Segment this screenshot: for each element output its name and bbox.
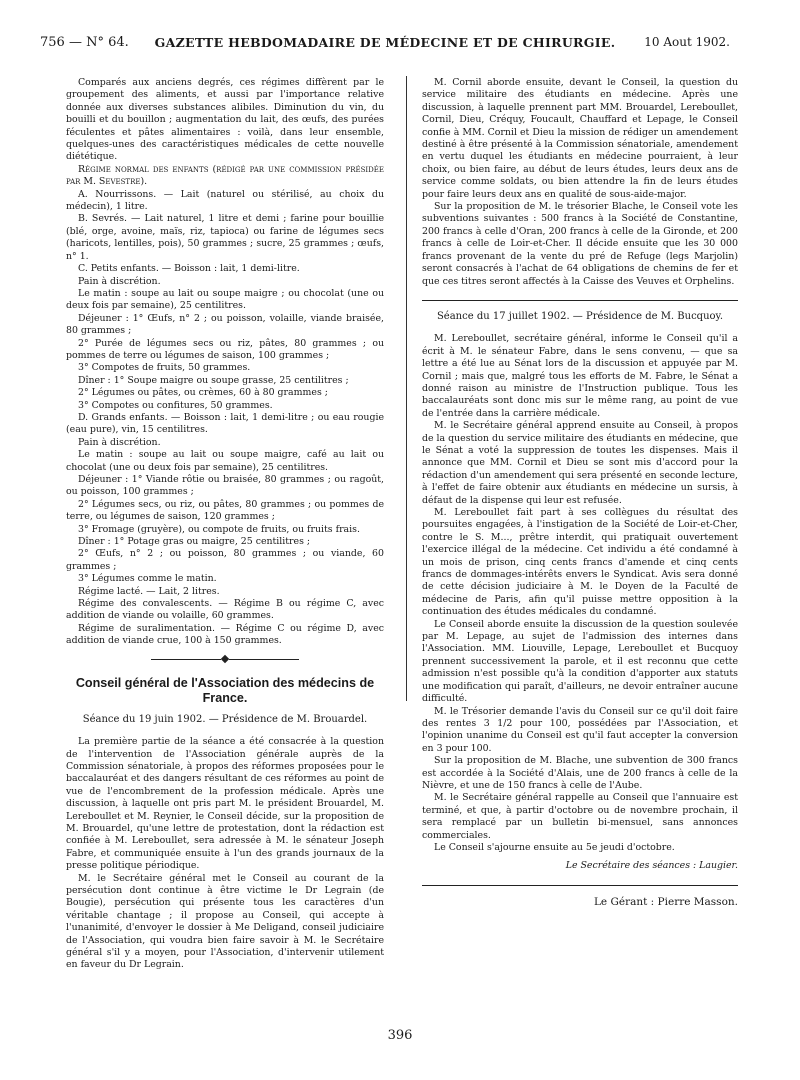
paragraph: M. Cornil aborde ensuite, devant le Conseil, la question du service militaire des étudiants en médecine. Après une discussion, à laquelle prennent part MM. Brouardel, Lereboullet, Cornil, Dieu, Créquy, Foucault, Chauffard et Lepage, le Conseil confie à MM. Cornil et Dieu la mission de rédiger un amendement destiné à être présenté à la Commission sénatoriale, amendement en vertu duquel les étudiants en médecine pourraient, à leur choix, ou bien faire, au début de leurs études, leurs deux ans de service comme soldats, ou bien attendre la fin de leurs études pour faire leurs deux ans en qualité de sous-aide-major. (422, 77, 738, 200)
paragraph: 2° Légumes secs, ou riz, ou pâtes, 80 grammes ; ou pommes de terre, ou légumes de saison, 120 grammes ; (66, 498, 384, 523)
session-heading: Séance du 19 juin 1902. — Présidence de M. Brouardel. (82, 713, 368, 725)
secretary-signature: Le Secrétaire des séances : Laugier. (565, 860, 738, 872)
session-heading: Séance du 17 juillet 1902. — Présidence de M. Bucquoy. (436, 310, 724, 322)
paragraph: Régime de suralimentation. — Régime C ou régime D, avec addition de viande crue, 100 à 150 grammes. (66, 622, 384, 647)
paragraph: M. le Trésorier demande l'avis du Conseil sur ce qu'il doit faire des rentes 3 1/2 pour 100, possédées par l'Association, et l'opinion unanime du Conseil est qu'il faut accepter la conversion en 3 pour 100. (422, 705, 738, 754)
paragraph: A. Nourrissons. — Lait (naturel ou stérilisé, au choix du médecin), 1 litre. (66, 188, 384, 213)
paragraph: Pain à discrétion. (78, 275, 161, 287)
paragraph: M. le Secrétaire général apprend ensuite au Conseil, à propos de la question du service militaire des étudiants en médecine, que le Sénat a voté la suppression de toutes les dispenses. Mais il annonce que MM. Cornil et Dieu se sont mis d'accord pour la rédaction d'un amendement qui sera présenté en seconde lecture, à l'effet de faire obtenir aux étudiants en médecine un sursis, à défaut de la dispense qui leur est refusée. (422, 420, 738, 506)
paragraph: Régime lacté. — Lait, 2 litres. (78, 585, 220, 597)
paragraph: 3° Compotes ou confitures, 50 grammes. (78, 399, 273, 411)
paragraph: Déjeuner : 1° Œufs, n° 2 ; ou poisson, volaille, viande braisée, 80 grammes ; (66, 312, 384, 337)
paragraph: La première partie de la séance a été consacrée à la question de l'intervention de l'Association générale auprès de la Commission sénatoriale, à propos des réformes proposées pour le baccalauréat et des dangers résultant de ces réformes au point de vue de l'encombrement de la profession médicale. Après une discussion, à laquelle ont pris part M. le président Brouardel, M. Lereboullet et M. Reynier, le Conseil décide, sur la proposition de M. Brouardel, qu'une lettre de protestation, dont la rédaction est confiée à M. Lereboullet, sera adressée à M. le sénateur Joseph Fabre, et communiquée ensuite à l'un des grands journaux de la presse politique périodique. (66, 736, 384, 872)
paragraph: Dîner : 1° Soupe maigre ou soupe grasse, 25 centilitres ; (78, 374, 349, 386)
paragraph: Sur la proposition de M. le trésorier Blache, le Conseil vote les subventions suivantes : 500 francs à la Société de Constantine, 200 francs à celle d'Oran, 200 francs à celle de la Gironde, et 200 francs à celle de Loir-et-Cher. Il décide ensuite que les 30 000 francs provenant de la vente du pré de Refuge (legs Marjolin) seront consacrés à l'achat de 64 obligations de chemins de fer et que ces titres seront affectés à la Caisse des Veuves et Orphelins. (422, 201, 738, 287)
paragraph: 3° Compotes de fruits, 50 grammes. (78, 362, 251, 374)
paragraph: M. Lereboullet, secrétaire général, informe le Conseil qu'il a écrit à M. le sénateur Fabre, dans le sens convenu, — que sa lettre a été lue au Sénat lors de la discussion et appuyée par M. Cornil ; mais que, malgré tous les efforts de M. Fabre, le Sénat a donné raison au ministre de l'Instruction publique. Tous les baccalauréats sont donc mis sur le même rang, au point de vue de l'entrée dans la carrière médicale. (422, 333, 738, 419)
section-ornament (66, 656, 384, 664)
paragraph: Le matin : soupe au lait ou soupe maigre, café au lait ou chocolat (une ou deux fois par semaine), 25 centilitres. (66, 449, 384, 473)
page-folio: 756 — N° 64. (40, 35, 129, 50)
paragraph: 2° Œufs, n° 2 ; ou poisson, 80 grammes ; ou viande, 60 grammes ; (66, 548, 384, 572)
paragraph: Pain à discrétion. (78, 436, 161, 448)
journal-title: GAZETTE HEBDOMADAIRE DE MÉDECINE ET DE CHIRURGIE. (154, 35, 616, 50)
paragraph: Sur la proposition de M. Blache, une subvention de 300 francs est accordée à la Société d'Alais, une de 200 francs à celle de la Nièvre, et une de 150 francs à celle de l'Aube. (422, 755, 738, 791)
paragraph: D. Grands enfants. — Boisson : lait, 1 demi-litre ; ou eau rougie (eau pure), vin, 15 centilitres. (66, 411, 384, 436)
right-column (422, 77, 738, 908)
paragraph: Déjeuner : 1° Viande rôtie ou braisée, 80 grammes ; ou ragoût, ou poisson, 100 grammes ; (66, 474, 384, 498)
issue-date: 10 Aout 1902. (644, 35, 730, 49)
paragraph: M. le Secrétaire général met le Conseil au courant de la persécution dont continue à être victime le Dr Legrain (de Bougie), persécution qui présente tous les caractères d'un véritable chantage ; il propose au Conseil, qui accepte à l'unanimité, d'envoyer le dossier à Me Deligand, conseil judiciaire de l'Association, qui voudra bien faire savoir à M. le Secrétaire général s'il y a moyen, pour l'Association, d'intervenir utilement en faveur du Dr Legrain. (66, 872, 384, 971)
manager-signature: Le Gérant : Pierre Masson. (593, 895, 738, 908)
paragraph: Le Conseil s'ajourne ensuite au 5e jeudi d'octobre. (434, 841, 675, 853)
page-number: 396 (387, 1028, 413, 1043)
paragraph: 3° Légumes comme le matin. (78, 573, 217, 585)
paragraph: 2° Purée de légumes secs ou riz, pâtes, 80 grammes ; ou pommes de terre ou légumes de saison, 100 grammes ; (66, 337, 384, 361)
paragraph: Régime des convalescents. — Régime B ou régime C, avec addition de viande ou volaille, 60 grammes. (66, 598, 384, 622)
horizontal-rule (422, 300, 738, 301)
paragraph: C. Petits enfants. — Boisson : lait, 1 demi-litre. (78, 263, 300, 275)
paragraph: Comparés aux anciens degrés, ces régimes diffèrent par le groupement des aliments, et aussi par l'importance relative donnée aux diverses substances alibiles. Diminution du vin, du bouilli et du bouillon ; augmentation du lait, des œufs, des purées féculentes et pâtes alimentaires : voilà, dans leur ensemble, quelques-unes des caractéristiques médicales de cette nouvelle diététique. (66, 77, 384, 163)
paragraph: Régime normal des enfants (rédigé par une commission présidée par M. Sevestre). (66, 163, 384, 188)
horizontal-rule (422, 885, 738, 886)
paragraph: 2° Légumes ou pâtes, ou crèmes, 60 à 80 grammes ; (78, 387, 328, 399)
paragraph: M. le Secrétaire général rappelle au Conseil que l'annuaire est terminé, et que, à partir d'octobre ou de novembre prochain, il sera remplacé par un bulletin bi-mensuel, sans annonces commerciales. (422, 792, 738, 841)
column-divider (406, 76, 407, 701)
paragraph: Le Conseil aborde ensuite la discussion de la question soulevée par M. Lepage, au sujet de l'admission des internes dans l'Association. MM. Liouville, Lepage, Lereboullet et Bucquoy prennent successivement la parole, et il est reconnu que cette admission n'est possible qu'à la condition d'apporter aux statuts une modification qui paraît, d'ailleurs, ne devoir entraîner aucune difficulté. (422, 618, 738, 705)
paragraph: 3° Fromage (gruyère), ou compote de fruits, ou fruits frais. (78, 523, 360, 535)
page-header (40, 35, 730, 57)
paragraph: Le matin : soupe au lait ou soupe maigre ; ou chocolat (une ou deux fois par semaine), 25 centilitres. (66, 287, 384, 312)
left-column (66, 77, 384, 972)
paragraph: B. Sevrés. — Lait naturel, 1 litre et demi ; farine pour bouillie (blé, orge, avoine, maïs, riz, tapioca) ou farine de légumes secs (haricots, lentilles, pois), 50 grammes ; sucre, 25 grammes ; œufs, n° 1. (66, 213, 384, 262)
section-title: Conseil général de l'Association des médecins de France. (75, 675, 375, 705)
paragraph: Dîner : 1° Potage gras ou maigre, 25 centilitres ; (78, 536, 311, 548)
paragraph: M. Lereboullet fait part à ses collègues du résultat des poursuites engagées, à l'instigation de la Société de Loir-et-Cher, contre le S. M..., prêtre interdit, qui pratiquait ouvertement l'exercice illégal de la médecine. Cet individu a été condamné à un mois de prison, cinq cents francs d'amende et cinq cents francs de dommages-intérêts envers le Syndicat. Avis sera donné de cette décision judiciaire à M. le Doyen de la Faculté de médecine de Paris, afin qu'il puisse mettre opposition à la continuation des études médicales du condamné. (422, 507, 738, 618)
